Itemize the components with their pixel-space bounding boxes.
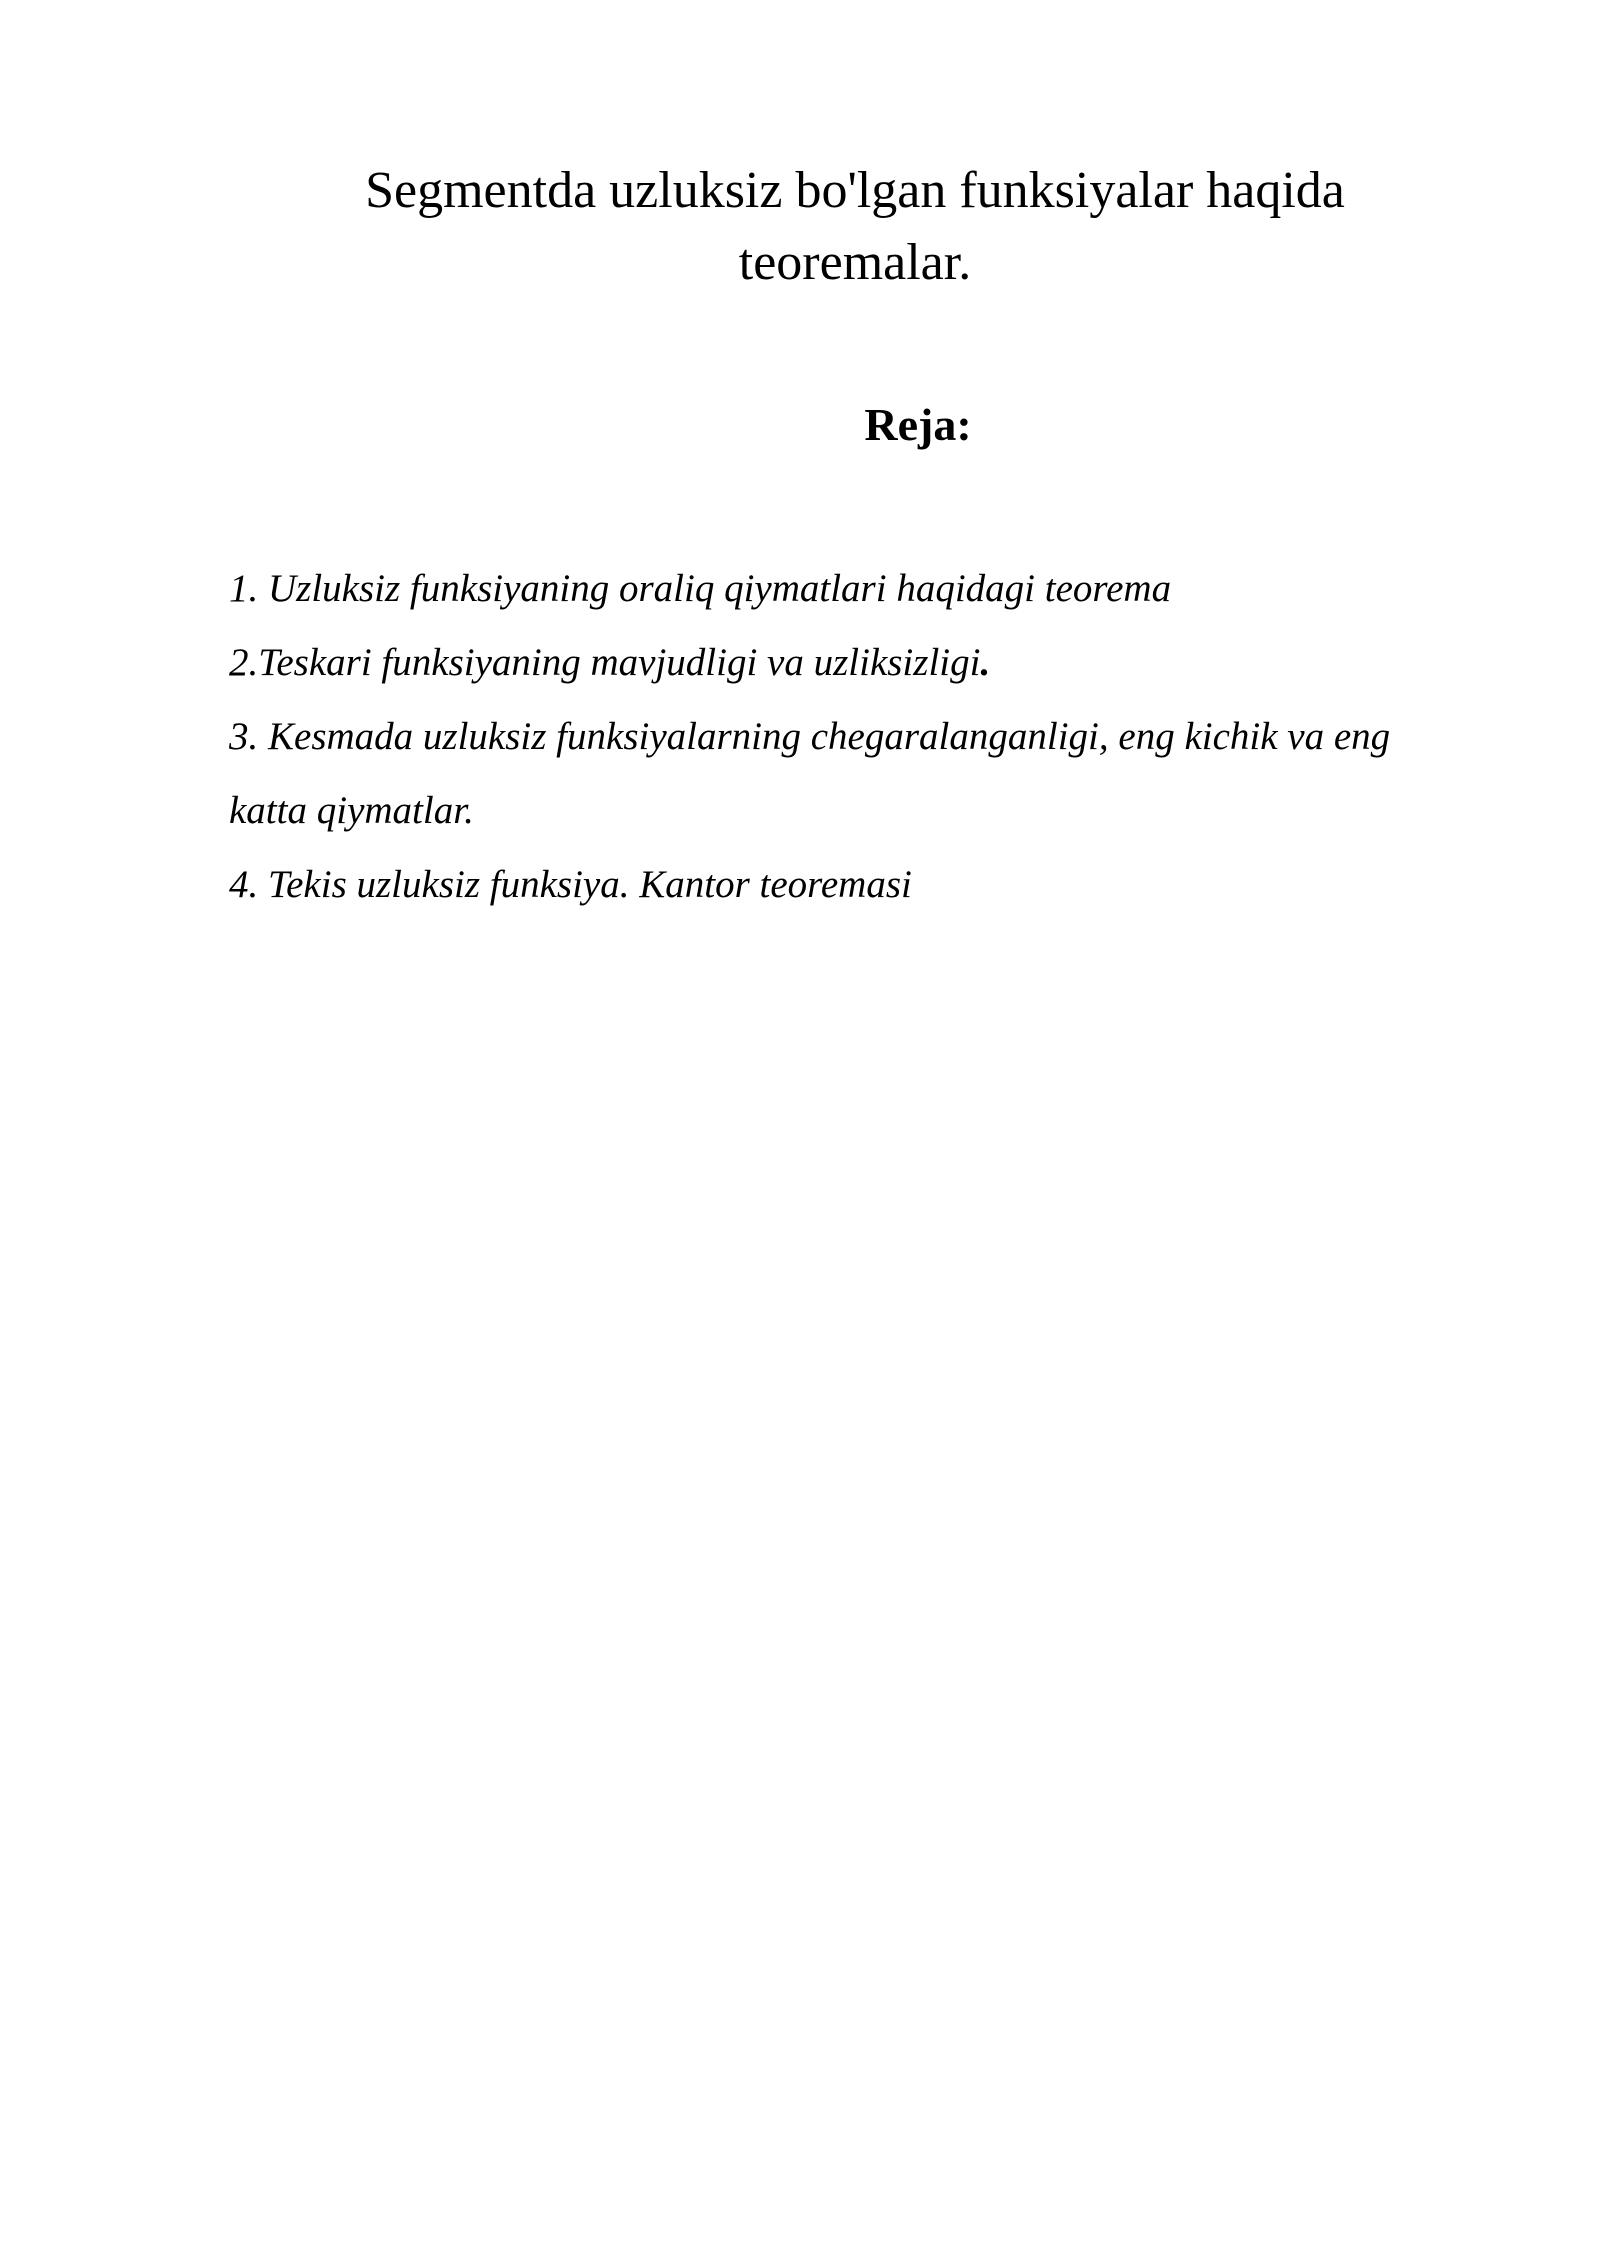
document-title (280, 155, 1430, 299)
title-line-1: Segmentda uzluksiz bo'lgan funksiyalar haqida (365, 162, 1345, 219)
title-line-2: teoremalar. (738, 234, 972, 291)
plan-item-1 (229, 552, 1469, 626)
plan-item-text: 2.Teskari funksiyaning mavjudligi va uzliksizligi (229, 641, 981, 684)
plan-item-text: 3. Kesmada uzluksiz funksiyalarning chegaralanganligi, eng kichik va eng katta qiymatlar. (229, 715, 1391, 832)
plan-item-3 (229, 700, 1469, 848)
plan-item-2 (229, 626, 1469, 700)
plan-heading: Reja: (864, 399, 972, 450)
plan-list (229, 552, 1469, 922)
plan-item-4 (229, 848, 1469, 922)
plan-item-suffix: . (980, 641, 991, 684)
plan-item-text: 1. Uzluksiz funksiyaning oraliq qiymatlari haqidagi teorema (229, 567, 1172, 610)
plan-item-text: 4. Tekis uzluksiz funksiya. Kantor teoremasi (229, 863, 912, 906)
